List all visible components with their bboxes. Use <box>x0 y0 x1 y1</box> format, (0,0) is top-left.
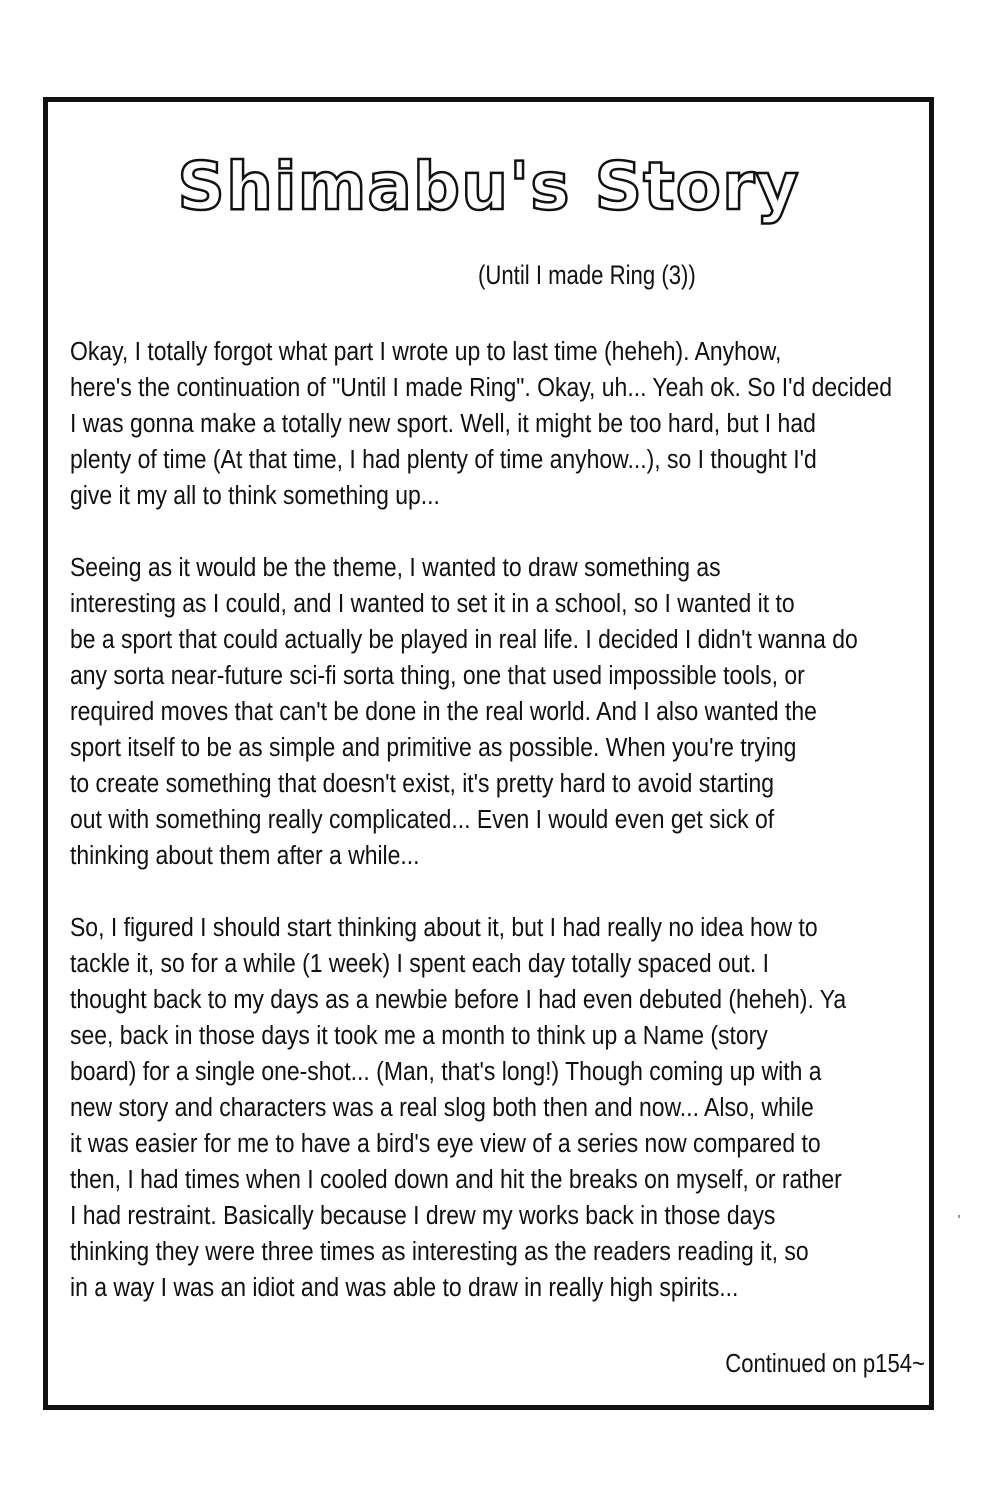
text-line: I had restraint. Basically because I drew my works back in those days <box>70 1202 776 1230</box>
page-frame <box>43 97 934 1410</box>
body-text <box>70 334 916 1342</box>
text-line: it was easier for me to have a bird's eye view of a series now compared to <box>70 1130 821 1158</box>
paragraph-2 <box>70 550 916 874</box>
text-line: interesting as I could, and I wanted to set it in a school, so I wanted it to <box>70 590 795 618</box>
text-line: then, I had times when I cooled down and hit the breaks on myself, or rather <box>70 1166 842 1194</box>
text-line: see, back in those days it took me a month to think up a Name (story <box>70 1022 768 1050</box>
text-line: here's the continuation of "Until I made Ring". Okay, uh... Yeah ok. So I'd decided <box>70 374 893 402</box>
text-line: tackle it, so for a while (1 week) I spent each day totally spaced out. I <box>70 950 770 978</box>
paragraph-1 <box>70 334 916 514</box>
scan-speck <box>958 1215 960 1218</box>
text-line: give it my all to think something up... <box>70 482 440 510</box>
text-line: any sorta near-future sci-fi sorta thing, one that used impossible tools, or <box>70 662 805 690</box>
text-line: I was gonna make a totally new sport. Well, it might be too hard, but I had <box>70 410 816 438</box>
text-line: in a way I was an idiot and was able to draw in really high spirits... <box>70 1274 739 1302</box>
text-line: new story and characters was a real slog both then and now... Also, while <box>70 1094 814 1122</box>
text-line: thinking they were three times as interesting as the readers reading it, so <box>70 1238 809 1266</box>
paragraph-3 <box>70 910 916 1306</box>
page-subtitle: (Until I made Ring (3)) <box>478 260 696 290</box>
text-line: to create something that doesn't exist, it's pretty hard to avoid starting <box>70 770 775 798</box>
text-line: board) for a single one-shot... (Man, that's long!) Though coming up with a <box>70 1058 822 1086</box>
text-line: out with something really complicated... Even I would even get sick of <box>70 806 775 834</box>
page-title: Shimabu's Story <box>177 148 800 225</box>
text-line: sport itself to be as simple and primitive as possible. When you're trying <box>70 734 797 762</box>
continued-note: Continued on p154~ <box>725 1348 925 1378</box>
text-line: So, I figured I should start thinking about it, but I had really no idea how to <box>70 914 818 942</box>
text-line: Okay, I totally forgot what part I wrote up to last time (heheh). Anyhow, <box>70 338 782 366</box>
text-line: be a sport that could actually be played in real life. I decided I didn't wanna do <box>70 626 858 654</box>
text-line: required moves that can't be done in the real world. And I also wanted the <box>70 698 817 726</box>
text-line: thought back to my days as a newbie before I had even debuted (heheh). Ya <box>70 986 847 1014</box>
text-line: Seeing as it would be the theme, I wanted to draw something as <box>70 554 721 582</box>
text-line: thinking about them after a while... <box>70 842 420 870</box>
text-line: plenty of time (At that time, I had plenty of time anyhow...), so I thought I'd <box>70 446 817 474</box>
